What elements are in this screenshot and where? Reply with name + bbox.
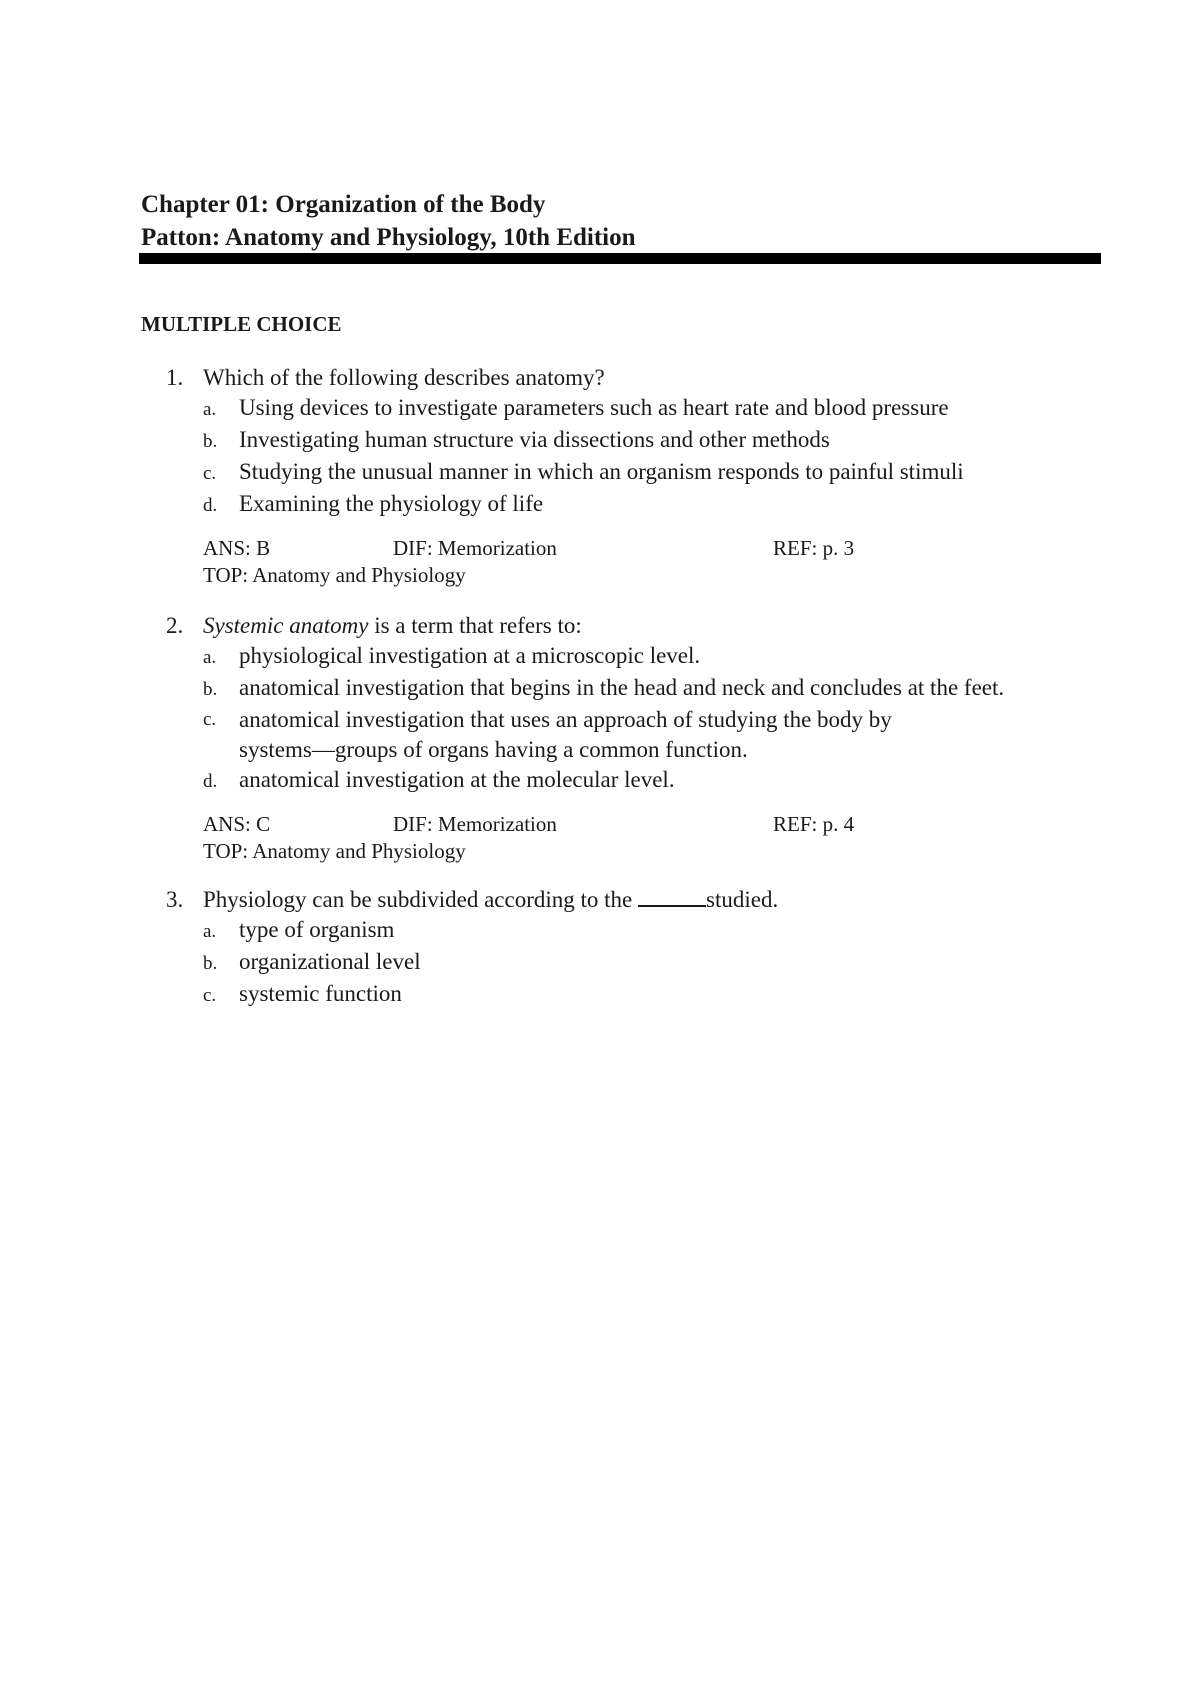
answer-option <box>166 489 1046 521</box>
question-1 <box>166 363 1046 589</box>
question-3 <box>166 885 1046 1011</box>
option-text: organizational level <box>239 949 421 974</box>
question-number: 3. <box>166 887 184 912</box>
page-reference: REF: p. 4 <box>773 812 855 836</box>
answer-key: ANS: B <box>203 536 271 560</box>
section-title: MULTIPLE CHOICE <box>141 312 342 336</box>
option-letter: a. <box>203 399 217 420</box>
question-number: 1. <box>166 365 184 390</box>
book-title: Patton: Anatomy and Physiology, 10th Edition <box>141 224 636 251</box>
question-text: is a term that refers to: <box>368 613 582 638</box>
option-letter: d. <box>203 495 218 516</box>
option-letter: b. <box>203 679 218 700</box>
option-letter: a. <box>203 921 217 942</box>
question-stem <box>166 363 1046 393</box>
answer-option <box>166 947 1046 979</box>
question-2 <box>166 611 1046 865</box>
answer-key: ANS: C <box>203 812 271 836</box>
page-reference: REF: p. 3 <box>773 536 855 560</box>
option-letter: d. <box>203 771 218 792</box>
difficulty: DIF: Memorization <box>393 812 557 836</box>
question-text: Physiology can be subdivided according to the <box>203 887 639 912</box>
answer-option <box>166 765 1046 797</box>
answer-option <box>166 457 1046 489</box>
option-text: Investigating human structure via dissections and other methods <box>239 427 830 452</box>
option-text: Using devices to investigate parameters such as heart rate and blood pressure <box>239 395 949 420</box>
answer-option <box>166 425 1046 457</box>
option-text: anatomical investigation at the molecular level. <box>239 767 675 792</box>
topic: TOP: Anatomy and Physiology <box>203 563 466 587</box>
option-text: physiological investigation at a microscopic level. <box>239 643 701 668</box>
question-term: Systemic anatomy <box>203 613 369 638</box>
answer-option <box>166 673 1046 705</box>
option-letter: b. <box>203 953 218 974</box>
answer-option <box>166 979 1046 1011</box>
option-text: Examining the physiology of life <box>239 491 544 516</box>
answer-metadata <box>203 811 1046 865</box>
question-text: Which of the following describes anatomy? <box>203 365 605 390</box>
option-text: systemic function <box>239 981 402 1006</box>
topic: TOP: Anatomy and Physiology <box>203 839 466 863</box>
answer-metadata <box>203 535 1046 589</box>
option-text: anatomical investigation that begins in the head and neck and concludes at the feet. <box>239 675 1005 700</box>
question-number: 2. <box>166 613 184 638</box>
fill-in-blank <box>638 885 706 907</box>
option-text: type of organism <box>239 917 395 942</box>
option-letter: b. <box>203 431 218 452</box>
option-letter: c. <box>203 709 217 730</box>
answer-option <box>166 393 1046 425</box>
answer-option <box>166 641 1046 673</box>
header-rule <box>139 253 1101 264</box>
document-header <box>141 188 1101 254</box>
question-text-end: studied. <box>706 887 779 912</box>
answer-option <box>166 915 1046 947</box>
answer-option <box>166 705 1046 765</box>
difficulty: DIF: Memorization <box>393 536 557 560</box>
option-text: Studying the unusual manner in which an organism responds to painful stimuli <box>239 459 964 484</box>
option-text: anatomical investigation that uses an approach of studying the body by systems—groups of organs having a common function. <box>239 707 892 762</box>
option-letter: c. <box>203 985 217 1006</box>
question-stem <box>166 885 1046 915</box>
question-stem <box>166 611 1046 641</box>
option-letter: a. <box>203 647 217 668</box>
option-letter: c. <box>203 463 217 484</box>
chapter-title: Chapter 01: Organization of the Body <box>141 191 546 218</box>
